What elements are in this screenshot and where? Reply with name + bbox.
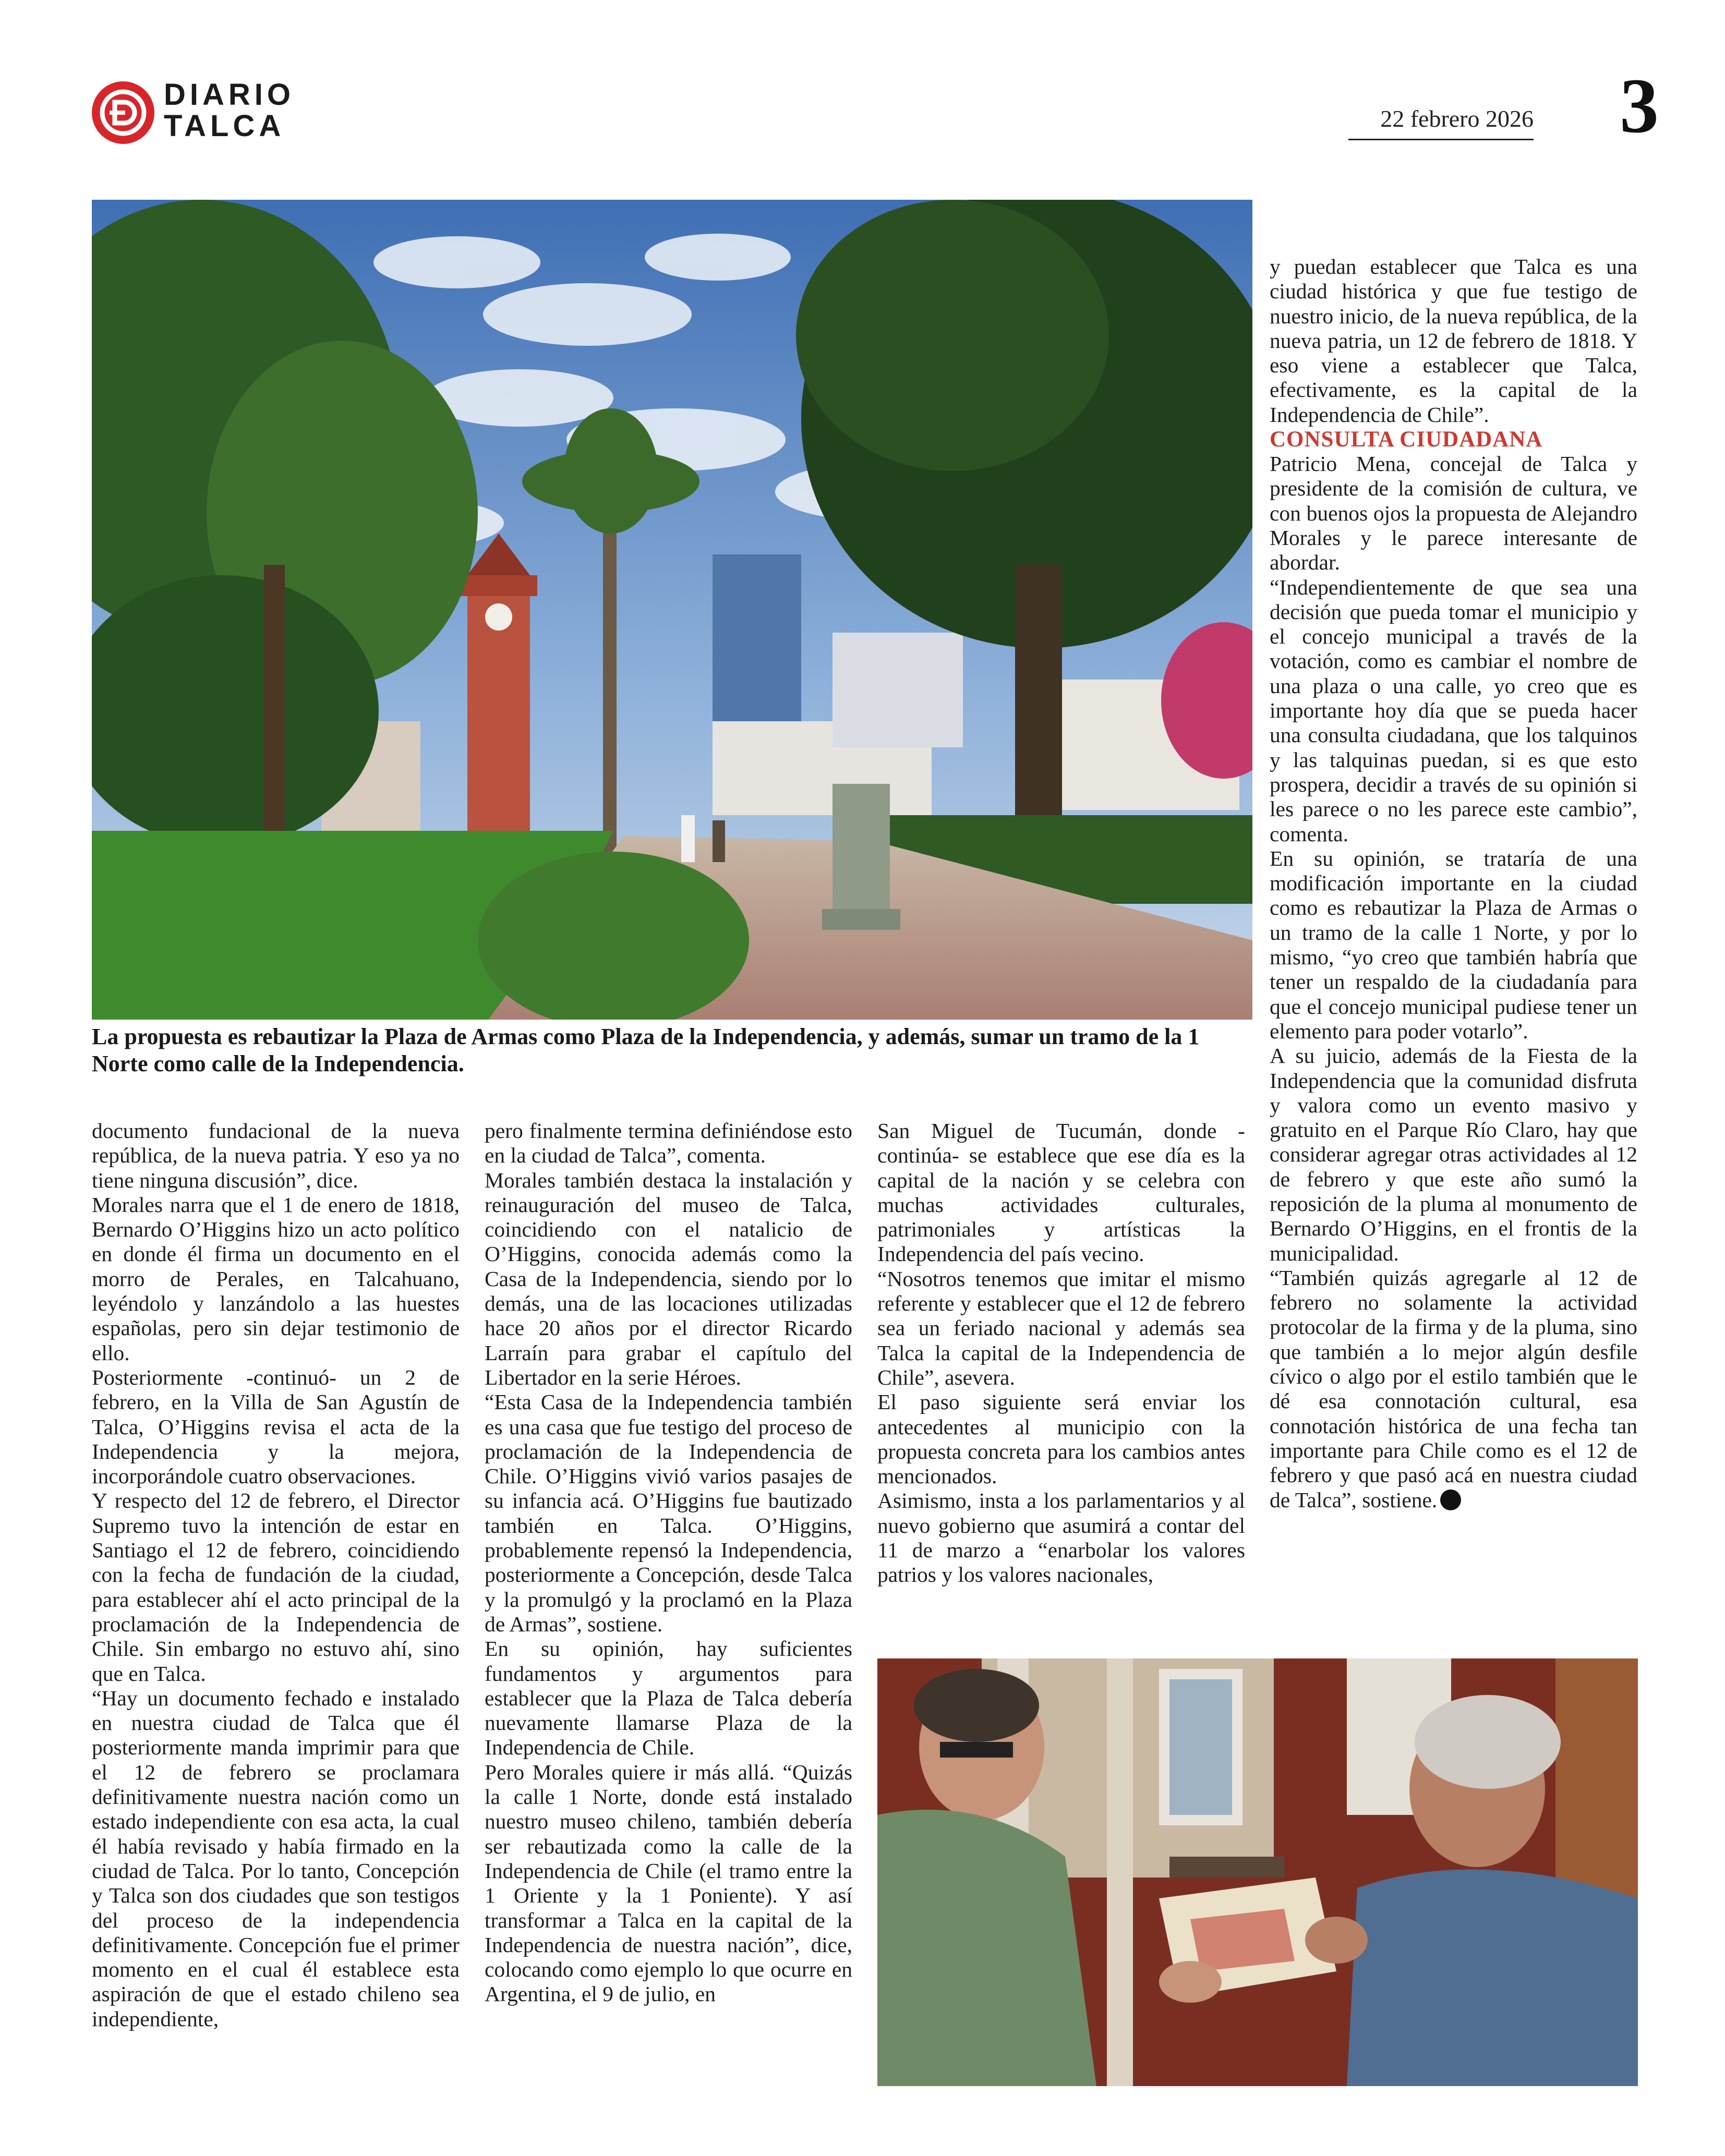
paragraph: En su opinión, se trataría de una modificación importante en la ciudad como es rebautizar la Plaza de Armas o un tramo de la calle 1 Norte, y por lo mismo, “yo creo que también habría que tener un respaldo de la ciudadanía para que el concejo municipal pudiese tener un elemento para poder votarlo”.: [1270, 846, 1637, 1043]
paragraph: A su juicio, además de la Fiesta de la Independencia que la comunidad disfruta y valora como un evento masivo y gratuito en el Parque Río Claro, hay que considerar agregar otras actividades al 12 de febrero y que este año sumó la reposición de la pluma al monumento de Bernardo O’Higgins, en el frontis de la municipalidad.: [1270, 1044, 1637, 1265]
paragraph: En su opinión, hay suficientes fundamentos y argumentos para establecer que la Plaza de Talca debería nuevamente llamarse Plaza de la Independencia de Chile.: [485, 1637, 852, 1760]
paragraph-text: “También quizás agregarle al 12 de febrero no solamente la actividad protocolar de la firma y de la pluma, sino que también a lo mejor algún desfile cívico o algo por el estilo también que le dé esa connotación cultural, esa connotación histórica de una fecha tan importante para Chile como es el 12 de febrero y que pasó acá en nuestra ciudad de Talca”, sostiene.: [1270, 1265, 1637, 1512]
paragraph: Morales narra que el 1 de enero de 1818, Bernardo O’Higgins hizo un acto político en donde él firma un documento en el morro de Perales, en Talcahuano, leyéndolo y lanzándolo a las huestes españolas, pero sin dejar testimonio de ello.: [92, 1192, 460, 1365]
column-3: [877, 1119, 1245, 1588]
logo: [92, 78, 300, 146]
paragraph: Y respecto del 12 de febrero, el Director Supremo tuvo la intención de estar en Santiago el 12 de febrero, coincidiendo con la fecha de fundación de la ciudad, para establecer ahí el acto principal de la proclamación de la Independencia de Chile. Sin embargo no estuvo ahí, sino que en Talca.: [92, 1488, 460, 1686]
issue-date: 22 febrero 2026: [1380, 105, 1534, 132]
paragraph: Asimismo, insta a los parlamentarios y al nuevo gobierno que asumirá a contar del 11 de marzo a “enarbolar los valores patrios y los valores nacionales,: [877, 1488, 1245, 1587]
paragraph: pero finalmente termina definiéndose esto en la ciudad de Talca”, comenta.: [485, 1119, 852, 1168]
paragraph: documento fundacional de la nueva república, de la nueva patria. Y eso ya no tiene ninguna discusión”, dice.: [92, 1119, 460, 1192]
logo-line-2: TALCA: [164, 109, 285, 143]
paragraph: Pero Morales quiere ir más allá. “Quizás la calle 1 Norte, donde está instalado nuestro museo chileno, también debería ser rebautizada como la calle de la Independencia de Chile (el tramo entre la 1 Oriente y la 1 Poniente). Y así transformar a Talca en la capital de la Independencia de nuestra nación”, dice, colocando como ejemplo lo que ocurre en Argentina, el 9 de julio, en: [485, 1760, 852, 2006]
photo-caption: La propuesta es rebautizar la Plaza de Armas como Plaza de la Independencia, y además, sumar un tramo de la 1 Norte como calle de la Independencia.: [92, 1024, 1200, 1076]
logo-line-1: DIARIO: [164, 78, 295, 112]
paragraph: y puedan establecer que Talca es una ciudad histórica y que fue testigo de nuestro inicio, de la nueva república, de la nueva patria, un 12 de febrero de 1818. Y eso viene a establecer que Talca, efectivamente, es la capital de la Independencia de Chile”.: [1270, 255, 1637, 427]
page-number: 3: [1620, 63, 1659, 149]
main-photo: [92, 200, 1252, 1020]
column-1: [92, 1119, 460, 2031]
paragraph: “Independientemente de que sea una decisión que pueda tomar el municipio y el concejo municipal a través de la votación, como es cambiar el nombre de una plaza o una calle, yo creo que es importante hoy día que se pueda hacer una consulta ciudadana, que los talquinos y las talquinas puedan, si es que esto prospera, decidir a través de su opinión si les parece o no les parece este cambio”, comenta.: [1270, 575, 1637, 846]
column-4: [1270, 255, 1637, 1512]
paragraph: “Esta Casa de la Independencia también es una casa que fue testigo del proceso de proclamación de la Independencia de Chile. O’Higgins vivió varios pasajes de su infancia acá. O’Higgins fue bautizado también en Talca. O’Higgins, probablemente repensó la Independencia, posteriormente a Concepción, desde Talca y la promulgó y la proclamó en la Plaza de Armas”, sostiene.: [485, 1390, 852, 1636]
bottom-photo: [877, 1658, 1638, 2086]
date-rule: [1348, 139, 1534, 140]
logo-mark-icon: [92, 81, 154, 144]
logo-wordmark: [164, 79, 295, 142]
paragraph: El paso siguiente será enviar los antecedentes al municipio con la propuesta concreta para los cambios antes mencionados.: [877, 1390, 1245, 1488]
section-subhead: CONSULTA CIUDADANA: [1270, 427, 1543, 452]
paragraph: Patricio Mena, concejal de Talca y presidente de la comisión de cultura, ve con buenos ojos la propuesta de Alejandro Morales y le parece interesante de abordar.: [1270, 452, 1637, 575]
paragraph-last: [1270, 1266, 1637, 1512]
paragraph: Posteriormente -continuó- un 2 de febrero, en la Villa de San Agustín de Talca, O’Higgins revisa el acta de la Independencia y la mejora, incorporándole cuatro observaciones.: [92, 1365, 460, 1488]
paragraph: “Hay un documento fechado e instalado en nuestra ciudad de Talca que él posteriormente manda imprimir para que el 12 de febrero se proclamara definitivamente nuestra nación como un estado independiente con esa acta, la cual él había revisado y había firmado en la ciudad de Talca. Por lo tanto, Concepción y Talca son dos ciudades que son testigos del proceso de la independencia definitivamente. Concepción fue el primer momento en el cual él establece esta aspiración de que el estado chileno sea independiente,: [92, 1686, 460, 2031]
column-2: [485, 1119, 852, 2007]
end-of-article-icon: [1440, 1489, 1461, 1510]
paragraph: Morales también destaca la instalación y reinauguración del museo de Talca, coincidiendo con el natalicio de O’Higgins, conocida además como la Casa de la Independencia, siendo por lo demás, una de las locaciones utilizadas hace 20 años por el director Ricardo Larraín para grabar el capítulo del Libertador en la serie Héroes.: [485, 1168, 852, 1389]
paragraph: “Nosotros tenemos que imitar el mismo referente y establecer que el 12 de febrero sea un feriado nacional y además sea Talca la capital de la Independencia de Chile”, asevera.: [877, 1266, 1245, 1389]
paragraph: San Miguel de Tucumán, donde -continúa- se establece que ese día es la capital de la nación y se celebra con muchas actividades culturales, patrimoniales y artísticas la Independencia del país vecino.: [877, 1119, 1245, 1266]
